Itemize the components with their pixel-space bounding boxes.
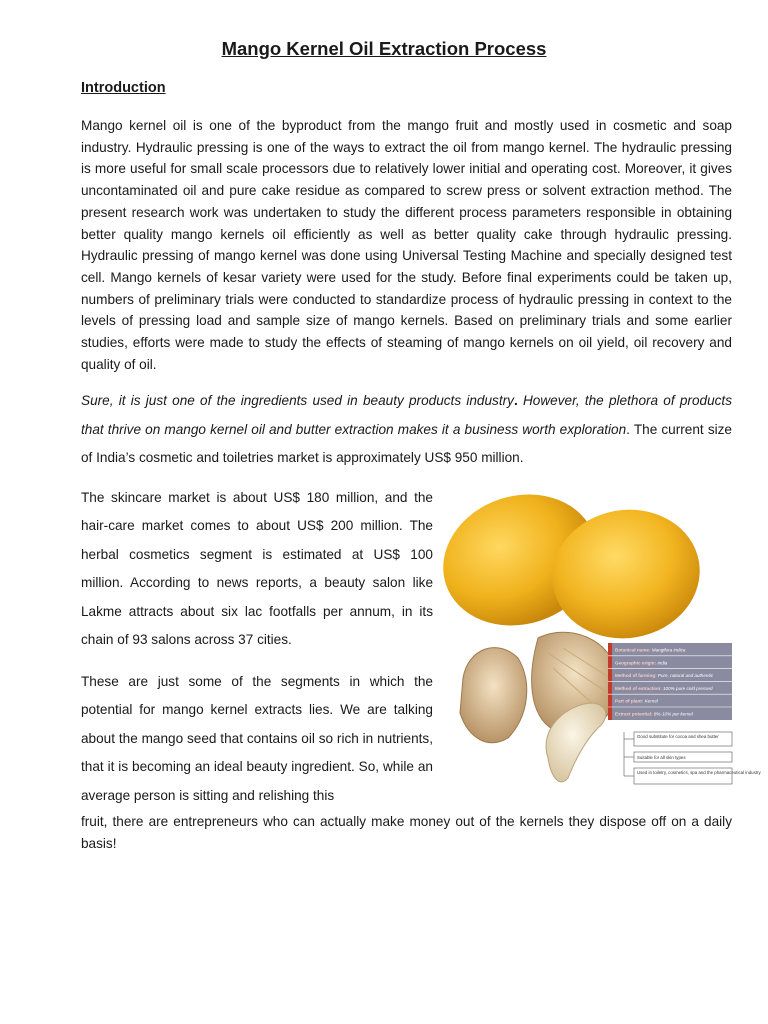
- use-item-3: Used in toiletry, cosmetics, spa and the pharmaceutical industry: [637, 770, 761, 775]
- use-item-1: Good substitute for cocoa and shea butter: [637, 734, 719, 739]
- info-row-1: Botanical name: Mangifera indica: [615, 647, 686, 653]
- info-row-3: Method of farming: Pure, natural and authentic: [615, 673, 714, 679]
- paragraph-introduction: Mango kernel oil is one of the byproduct from the mango fruit and mostly used in cosmetic and soap industry. Hydraulic pressing is one of the ways to extract the oil from mango kernel. The hydraulic pressing is more useful for small scale processors due to relatively lower initial and operating cost. Moreover, it gives uncontaminated oil and pure cake residue as compared to screw press or solvent extraction method. The present research work was undertaken to study the different process parameters responsible in obtaining better quality mango kernels oil efficiently as well as better quality cake through hydraulic pressing. Hydraulic pressing of mango kernel was done using Universal Testing Machine and specially designed test cell. Mango kernels of kesar variety were used for the study. Before final experiments could be taken up, numbers of preliminary trials were conducted to standardize process of hydraulic pressing in context to the levels of pressing load and sample size of mango kernels. Based on preliminary trials and some earlier studies, efforts were made to study the effects of steaming of mango kernels on oil yield, oil recovery and quality of oil.: [81, 118, 732, 372]
- plain-text-market-size: . The current size of India’s cosmetic and toiletries market is approximately US$ 950 million.: [81, 421, 732, 465]
- paragraph-entrepreneurs: fruit, there are entrepreneurs who can actually make money out of the kernels they dispose off on a daily basis!: [81, 814, 732, 851]
- section-heading-introduction: Introduction: [81, 80, 166, 96]
- info-row-6: Extract potential: 8%-10% per kernel: [615, 711, 693, 717]
- use-item-2: Suitable for all skin types: [637, 755, 686, 760]
- paragraph-segments: These are just some of the segments in which the potential for mango kernel extracts lies. We are talking about the mango seed that contains oil so rich in nutrients, that it is becoming an ideal beauty ingredient. So, while an average person is sitting and relishing this: [81, 674, 433, 803]
- info-row-4: Method of extraction: 100% pure cold pressed: [615, 685, 713, 691]
- uses-boxes: [624, 732, 761, 784]
- italic-text-ingredients: Sure, it is just one of the ingredients used in beauty products industry: [81, 393, 514, 408]
- bold-period: .: [513, 393, 518, 408]
- info-row-2: Geographic origin: India: [615, 660, 668, 666]
- paragraph-market-intro: [81, 387, 732, 473]
- info-row-5: Part of plant: Kernel: [615, 698, 658, 704]
- paragraph-skincare-market: The skincare market is about US$ 180 million, and the hair-care market comes to about US$ 200 million. The herbal cosmetics segment is estimated at US$ 100 million. According to news reports, a beauty salon like Lakme attracts about six lac footfalls per annum, in its chain of 93 salons across 37 cities.: [81, 490, 433, 648]
- italic-text-plethora: However, the plethora of products that thrive on mango kernel oil and butter extraction makes it a business worth exploration: [81, 393, 733, 437]
- page-title: Mango Kernel Oil Extraction Process: [221, 38, 547, 59]
- info-table: [608, 643, 732, 720]
- mango-illustration: [438, 488, 761, 800]
- mango-seed-husk-left: [460, 648, 527, 743]
- mango-kernel-figure: [438, 488, 761, 800]
